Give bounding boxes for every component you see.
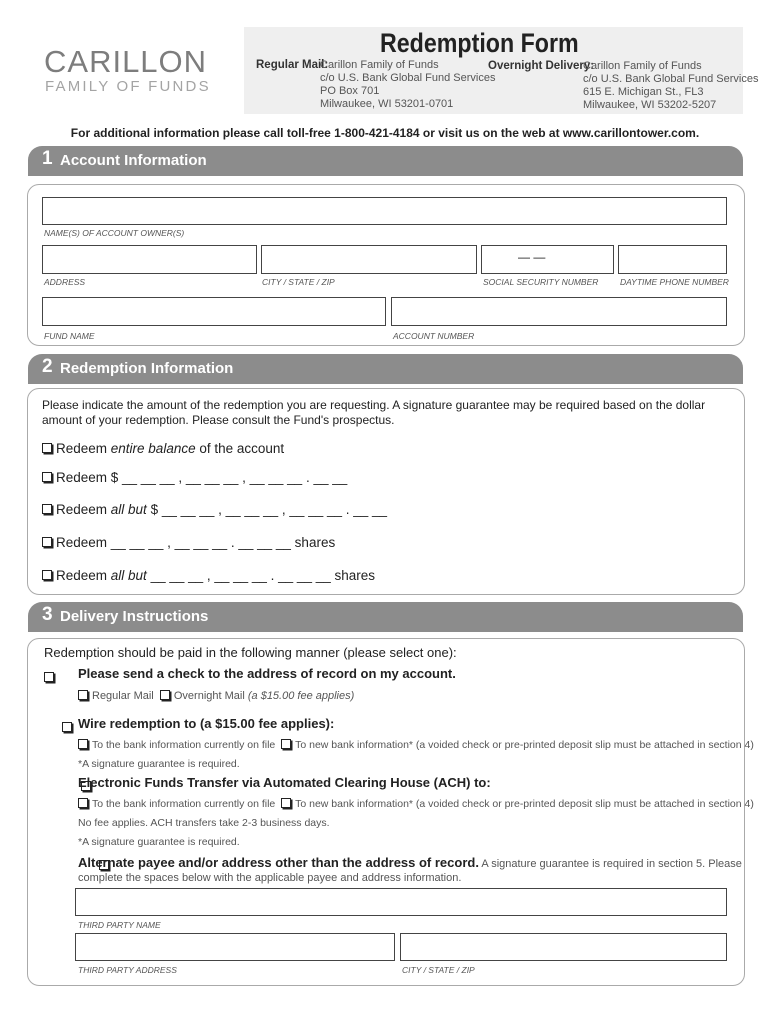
third-party-name-field[interactable] [75, 888, 727, 916]
regular-mail-line: Milwaukee, WI 53201-0701 [320, 98, 454, 110]
wire-new-bank-label: To new bank information* (a voided check or pre-printed deposit slip must be attached in section 4) [295, 739, 754, 751]
alternate-payee-note: A signature guarantee is required in section 5. Please [478, 858, 742, 870]
ssn-separators: — — [518, 250, 546, 264]
option-emphasis: all but [110, 568, 147, 583]
ach-new-bank-checkbox[interactable] [281, 798, 291, 808]
third-party-address-field[interactable] [75, 933, 395, 961]
ach-bank-options [78, 798, 754, 810]
option-prefix: Redeem [56, 470, 111, 485]
checkbox[interactable] [42, 443, 52, 453]
section-number: 2 [42, 356, 53, 377]
section-number: 1 [42, 148, 53, 169]
section-title: Redemption Information [60, 360, 234, 377]
logo-wordmark: CARILLON [44, 44, 208, 79]
check-delivery-checkbox[interactable] [44, 672, 54, 682]
city-state-zip-field[interactable] [261, 245, 477, 274]
overnight-label: Overnight Delivery: [488, 60, 595, 72]
section-1-header [28, 146, 743, 176]
option-emphasis: entire balance [110, 441, 196, 456]
redeem-dollar-option[interactable] [42, 470, 347, 485]
delivery-intro: Redemption should be paid in the following manner (please select one): [44, 645, 457, 660]
checkbox[interactable] [42, 504, 52, 514]
overnight-fee-note: (a $15.00 fee applies) [247, 690, 355, 702]
third-party-name-label: THIRD PARTY NAME [78, 920, 161, 930]
account-number-field[interactable] [391, 297, 727, 326]
ssn-field[interactable] [481, 245, 614, 274]
fund-name-field[interactable] [42, 297, 386, 326]
option-suffix: __ __ __ , __ __ __ . __ __ __ shares [146, 568, 375, 583]
ach-delivery-heading: Electronic Funds Transfer via Automated Clearing House (ACH) to: [78, 775, 491, 790]
section-title: Account Information [60, 152, 207, 169]
overnight-mail-label: Overnight Mail [173, 690, 245, 702]
option-emphasis: all but [110, 502, 147, 517]
alternate-payee-heading [78, 854, 742, 872]
wire-delivery-heading: Wire redemption to (a $15.00 fee applies): [78, 716, 335, 731]
option-prefix: Redeem [56, 535, 111, 550]
account-number-label: ACCOUNT NUMBER [393, 331, 475, 341]
fund-name-label: FUND NAME [44, 331, 95, 341]
address-label: ADDRESS [44, 277, 86, 287]
wire-bank-on-file-checkbox[interactable] [78, 739, 88, 749]
ssn-label: SOCIAL SECURITY NUMBER [483, 277, 599, 287]
ach-new-bank-label: To new bank information* (a voided check or pre-printed deposit slip must be attached in section 4) [295, 798, 754, 810]
logo-tagline: FAMILY OF FUNDS [45, 78, 211, 95]
check-delivery-heading: Please send a check to the address of record on my account. [78, 666, 456, 681]
wire-bank-options [78, 739, 754, 751]
address-field[interactable] [42, 245, 257, 274]
redeem-entire-option[interactable] [42, 441, 284, 456]
regular-mail-label: Regular Mail: [256, 59, 329, 71]
overnight-line: Carillon Family of Funds [583, 60, 702, 72]
regular-mail-line: PO Box 701 [320, 85, 380, 97]
phone-label: DAYTIME PHONE NUMBER [620, 277, 729, 287]
checkbox[interactable] [42, 570, 52, 580]
regular-mail-line: Carillon Family of Funds [320, 59, 439, 71]
third-party-city-label: CITY / STATE / ZIP [402, 965, 475, 975]
option-suffix: $ __ __ __ , __ __ __ , __ __ __ . __ __ [110, 470, 348, 485]
wire-new-bank-checkbox[interactable] [281, 739, 291, 749]
section-number: 3 [42, 604, 53, 625]
third-party-city-field[interactable] [400, 933, 727, 961]
redemption-instructions: Please indicate the amount of the redemption you are requesting. A signature guarantee may be required based on the dollar amount of your redemption. Please consult the Fund's prospectus. [42, 398, 706, 427]
contact-info: For additional information please call toll-free 1-800-421-4184 or visit us on the web at www.carillontower.com. [70, 126, 700, 140]
checkbox[interactable] [42, 472, 52, 482]
alternate-payee-title: Alternate payee and/or address other than the address of record. [78, 855, 479, 870]
redeem-all-but-dollar-option[interactable] [42, 502, 387, 517]
regular-mail-line: c/o U.S. Bank Global Fund Services [320, 72, 496, 84]
ach-signature-note: *A signature guarantee is required. [78, 836, 240, 848]
ach-fee-note: No fee applies. ACH transfers take 2-3 business days. [78, 817, 330, 829]
check-mail-options [78, 690, 354, 702]
overnight-line: 615 E. Michigan St., FL3 [583, 86, 704, 98]
wire-signature-note: *A signature guarantee is required. [78, 758, 240, 770]
regular-mail-label: Regular Mail [92, 690, 154, 702]
overnight-line: Milwaukee, WI 53202-5207 [583, 99, 717, 111]
redeem-shares-option[interactable] [42, 535, 335, 550]
city-label: CITY / STATE / ZIP [262, 277, 335, 287]
wire-bank-on-file-label: To the bank information currently on file [92, 739, 276, 751]
ach-bank-on-file-label: To the bank information currently on file [92, 798, 276, 810]
overnight-line: c/o U.S. Bank Global Fund Services [583, 73, 759, 85]
account-owners-field[interactable] [42, 197, 727, 225]
section-2-header [28, 354, 743, 384]
option-prefix: Redeem [56, 441, 111, 456]
account-owners-label: NAME(S) OF ACCOUNT OWNER(S) [44, 228, 185, 238]
alternate-payee-note-2: complete the spaces below with the applicable payee and address information. [78, 872, 462, 884]
section-title: Delivery Instructions [60, 608, 209, 625]
overnight-mail-checkbox[interactable] [160, 690, 170, 700]
option-prefix: Redeem [56, 502, 111, 517]
form-title: Redemption Form [380, 28, 579, 58]
option-suffix: of the account [195, 441, 285, 456]
option-prefix: Redeem [56, 568, 111, 583]
section-3-header [28, 602, 743, 632]
option-suffix: $ __ __ __ , __ __ __ , __ __ __ . __ __ [146, 502, 388, 517]
wire-delivery-checkbox[interactable] [62, 722, 72, 732]
third-party-address-label: THIRD PARTY ADDRESS [78, 965, 177, 975]
option-suffix: __ __ __ , __ __ __ . __ __ __ shares [110, 535, 336, 550]
phone-field[interactable] [618, 245, 727, 274]
checkbox[interactable] [42, 537, 52, 547]
ach-bank-on-file-checkbox[interactable] [78, 798, 88, 808]
redeem-all-but-shares-option[interactable] [42, 568, 375, 583]
regular-mail-checkbox[interactable] [78, 690, 88, 700]
